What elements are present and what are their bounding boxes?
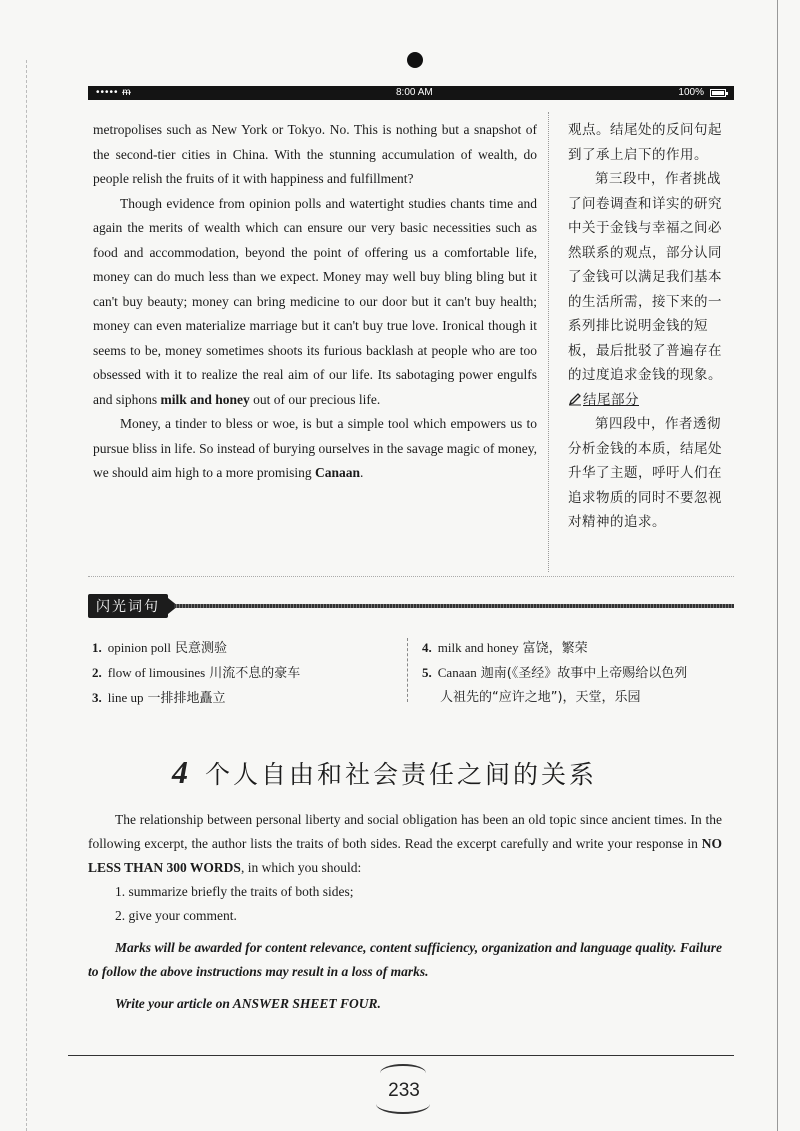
- commentary-section-heading: 结尾部分: [568, 388, 734, 413]
- essay-bottom-divider: [88, 576, 734, 577]
- column-divider: [548, 112, 549, 572]
- vocab-rule: [174, 604, 734, 608]
- essay-paragraph-2: Though evidence from opinion polls and watertight studies chants time and again the merits of wealth which can ensure our very basic necessities such as food and accommodation, beyond the point of offering us a comfortable life, money can do much less than we expect. Money may well buy bling bling but it can't buy beauty; money can bring medicine to our door but it can't buy health; money can even materialize marriage but it can't buy true love. Ironical though it seems to be, money sometimes shoots its furious backlash at people who are too obsessed with it to realize the real aim of our life. Its sabotaging power engulfs and siphons milk and honey out of our precious life.: [93, 195, 537, 407]
- camera-dot-icon: [407, 52, 423, 68]
- section-heading: [172, 754, 652, 791]
- signal-icon: ••••• ᵯ: [96, 87, 132, 98]
- status-bar: [88, 86, 734, 100]
- page-number: 233: [388, 1080, 420, 1101]
- vocab-item: 5. Canaan 迦南(《圣经》故事中上帝赐给以色列 人祖先的“应许之地”)，天堂，乐园: [422, 665, 688, 705]
- prompt-item-2: 2. give your comment.: [115, 908, 237, 923]
- phrase-milk-and-honey: milk and honey: [160, 391, 250, 407]
- prompt-intro: The relationship between personal liberty and social obligation has been an old topic since ancient times. In the following excerpt, the author lists the traits of both sides. Read the excerpt carefully and write your response in NO LESS THAN 300 WORDS, in which you should:: [88, 812, 723, 875]
- page-frame-bottom: [68, 1055, 734, 1056]
- phrase-canaan: Canaan: [314, 465, 360, 480]
- right-margin-line: [777, 0, 778, 1131]
- vocab-divider: [407, 638, 408, 702]
- pen-icon: [568, 392, 582, 406]
- prompt-item-1: 1. summarize briefly the traits of both sides;: [115, 884, 354, 899]
- status-time: 8:00 AM: [396, 87, 433, 98]
- section-title: 个人自由和社会责任之间的关系: [205, 760, 598, 789]
- vocab-item: 3. line up 一排排地矗立: [92, 690, 226, 706]
- prompt-marks: Marks will be awarded for content relevance, content sufficiency, organization and language quality. Failure to follow the above instructions may result in a loss of marks.: [88, 940, 722, 979]
- prompt-write-instruction: Write your article on ANSWER SHEET FOUR.: [115, 996, 381, 1011]
- commentary-3: 第四段中，作者透彻分析金钱的本质，结尾处升华了主题，呼吁人们在追求物质的同时不要忽视对精神的追求。: [568, 416, 722, 530]
- vocab-item: 2. flow of limousines 川流不息的豪车: [92, 665, 301, 681]
- essay-text: [93, 118, 537, 486]
- writing-prompt: [88, 808, 722, 1016]
- essay-paragraph-1: metropolises such as New York or Tokyo. No. This is nothing but a snapshot of the second-tier cities in China. With the stunning accumulation of wealth, do people relish the fruits of it with happiness and fulfillment?: [93, 122, 537, 186]
- vocab-header: [88, 594, 734, 618]
- commentary-1: 观点。结尾处的反问句起到了承上启下的作用。: [568, 122, 722, 163]
- vocab-list-left: [92, 636, 392, 711]
- commentary-2: 第三段中，作者挑战了问卷调查和详实的研究中关于金钱与幸福之间必然联系的观点，部分认同了金钱可以满足我们基本的生活所需，接下来的一系列排比说明金钱的短板，最后批驳了普遍存在的过度追求金钱的现象。: [568, 171, 722, 383]
- vocab-item: 4. milk and honey 富饶，繁荣: [422, 640, 588, 656]
- essay-paragraph-3: Money, a tinder to bless or woe, is but a simple tool which empowers us to pursue bliss in life. So instead of burying ourselves in the savage magic of money, we should aim high to a more promising Canaan.: [93, 416, 537, 480]
- section-number: 4: [172, 754, 191, 790]
- battery-percent: 100%: [678, 87, 704, 98]
- vocab-item: 1. opinion poll 民意测验: [92, 640, 227, 656]
- vocab-list-right: [422, 636, 732, 710]
- battery-icon: [710, 89, 726, 97]
- left-margin-line: [26, 60, 27, 1131]
- vocab-title: 闪光词句: [88, 594, 168, 618]
- commentary-column: [568, 118, 734, 535]
